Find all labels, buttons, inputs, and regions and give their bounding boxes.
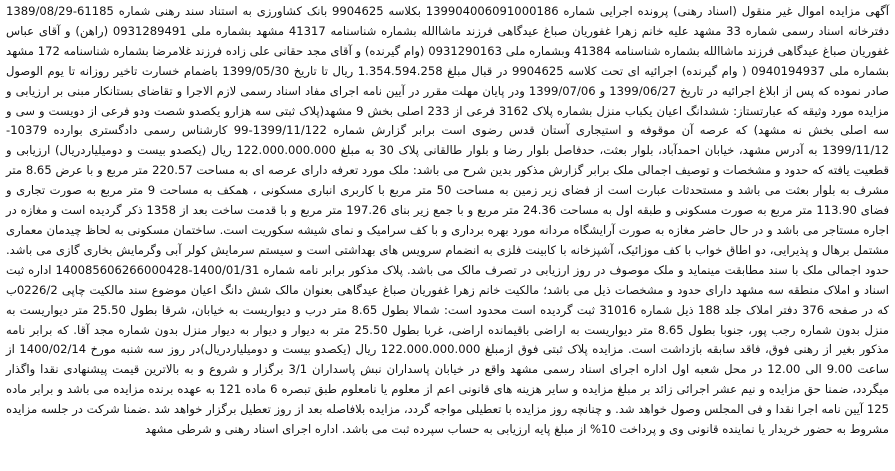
notice-title: آگهی مزایده اموال غیر منقول (اسناد رهنی): [673, 4, 889, 18]
notice-body: پرونده اجرایی شماره 139904006091000186 بکلاسه 9904625 بانک کشاورزی به استناد سند رهنی شماره 61185-1389/08/29 دفترخانه اسناد رسمی شماره 33 مشهد علیه خانم زهرا غفوریان صباغ عیدگاهی فرزند ماشاالله بشماره شناسنامه 41317 مشهد بشماره ملی 0931289491 (راهن) و آقای عباس غفوریان صباغ عیدگاهی فرزند ماشاالله بشماره شناسنامه 41384 وبشماره ملی 0931290163 (وام گیرنده) و آقای مجد حقانی علی زاده فرزند غلامرضا بشماره شناسنامه 172 مشهد بشماره ملی 0940194937 ( وام گیرنده) اجرائیه ای تحت کلاسه 9904625 در قبال مبلغ 1.354.594.258 ریال تا تاریخ 1399/05/30 باضمام خسارت تاخیر روزانه تا یوم الوصول صادر نموده که پس از ابلاغ اجرائیه در تاریخ 1399/06/27 و 1399/07/06 ودر پایان مهلت مقرر در آیین نامه اجرای مفاد اسناد رسمی لازم الاجرا و تقاضای بستانکار مبنی بر ارزیابی و مزایده مورد وثیقه که عبارتستاز: ششدانگ اعیان یکباب منزل بشماره پلاک 3162 فرعی از 233 اصلی بخش 9 مشهد(پلاک ثبتی سه هزارو یکصدو شصت ودو فرعی از دویست و سی و سه اصلی بخش نه مشهد) که عرصه آن موقوفه و استیجاری آستان قدس رضوی است برابر گزارش شماره 1399/11/122-99 کارشناس رسمی دادگستری بوارده 10379-1399/11/12 به آدرس مشهد، خیابان احمدآباد، بلوار بعثت، حدفاصل بلوار رضا و بلوار طالقانی پلاک 30 به مبلغ 122.000.000.000 ریال (یکصدو بیست و دومیلیاردریال) ارزیابی و قطعیت یافته که حدود و مشخصات و توصیف اجمالی ملک برابر گزارش مذکور بدین شرح می باشد: ملک مورد تعرفه دارای عرصه ای به مساحت 220.57 متر مربع و با عرض 8.65 متر مشرف به بلوار بعثت می باشد و مستحدثات عبارت است از فضای زیر زمین به مساحت 50 متر مربع با کاربری انباری مسکونی ، همکف به مساحت 9 متر مربع به صورت تجاری و فضای 113.90 متر مربع به صورت مسکونی و طبقه اول به مساحت 24.36 متر مربع و با جمع زیر بنای 197.26 متر مربع و با قدمت ساخت بعد از 1358 ذکر گردیده است و مغازه در اجاره مستاجر می باشد و در حال حاضر مغازه به صورت آرایشگاه مردانه مورد بهره برداری و با کف سرامیک و نمای شیشه سکوریت است. ساختمان مسکونی به لحاظ چیدمان معماری مشتمل برهال و پذیرایی، دو اطاق خواب با کف موزائیک، آشپزخانه با کابینت فلزی به انضمام سرویس های بهداشتی است و سیستم سرمایش کولر آبی وگرمایش بخاری گازی می باشد. حدود اجمالی ملک با سند مطابقت مینماید و ملک موصوف در روز ارزیابی در تصرف مالک می باشد. پلاک مذکور برابر نامه شماره 1400/01/31-140085606266000428 اداره ثبت اسناد و املاک منطقه سه مشهد دارای حدود و مشخصات ذیل می باشد؛ مالکیت خانم زهرا غفوریان صباغ عیدگاهی بعنوان مالک شش دانگ اعیان موضوع سند مالکیت چاپی 0226/2ب که در صفحه 376 دفتر املاک جلد 188 ذیل شماره 31016 ثبت گردیده است محدود است: شمالا بطول 8.65 متر درب و دیواریست به خیابان، شرقا بطول 25.50 متر دیواریست به منزل بدون شماره رجب پور، جنوبا بطول 8.65 متر دیواریست به اراضی باقیمانده اراضی، غربا بطول 25.50 متر به دیوار و دیوار به دیوار منزل بدون شماره مجد آقا. که برابر نامه مذکور بغیر از رهنی فوق، فاقد سابقه بازداشت است. مزایده پلاک ثبتی فوق ازمبلغ 122.000.000.000 ریال (یکصدو بیست و دومیلیاردریال)در روز سه شنبه مورخ 1400/02/14 از ساعت 9.00 الی 12.00 در محل شعبه اول اداره اجرای اسناد رسمی مشهد واقع در خیابان پاسداران نبش پاسداران 3/1 برگزار و شروع و به بالاترین قیمت پیشنهادی نقدا واگذار میگردد، ضمنا حق مزایده و نیم عشر اجرائی زائد بر مبلغ مزایده و سایر هزینه های قانونی اعم از معلوم یا نامعلوم طبق تبصره 6 ماده 121 به عهده برنده مزایده می باشد و برابر ماده 125 آیین نامه اجرا نقدا و فی المجلس وصول خواهد شد. و چنانچه روز مزایده با تعطیلی مواجه گردد، مزایده بلافاصله بعد از روز تعطیل برگزار خواهد شد .ضمنا شرکت در جلسه مزایده مشروط به حضور خریدار یا نماینده قانونی وی و پرداخت 10% از مبلغ پایه ارزیابی به حساب سپرده ثبت می باشد. اداره اجرای اسناد رهنی و شرطی مشهد: [6, 4, 890, 437]
auction-notice-text: [6, 2, 889, 440]
